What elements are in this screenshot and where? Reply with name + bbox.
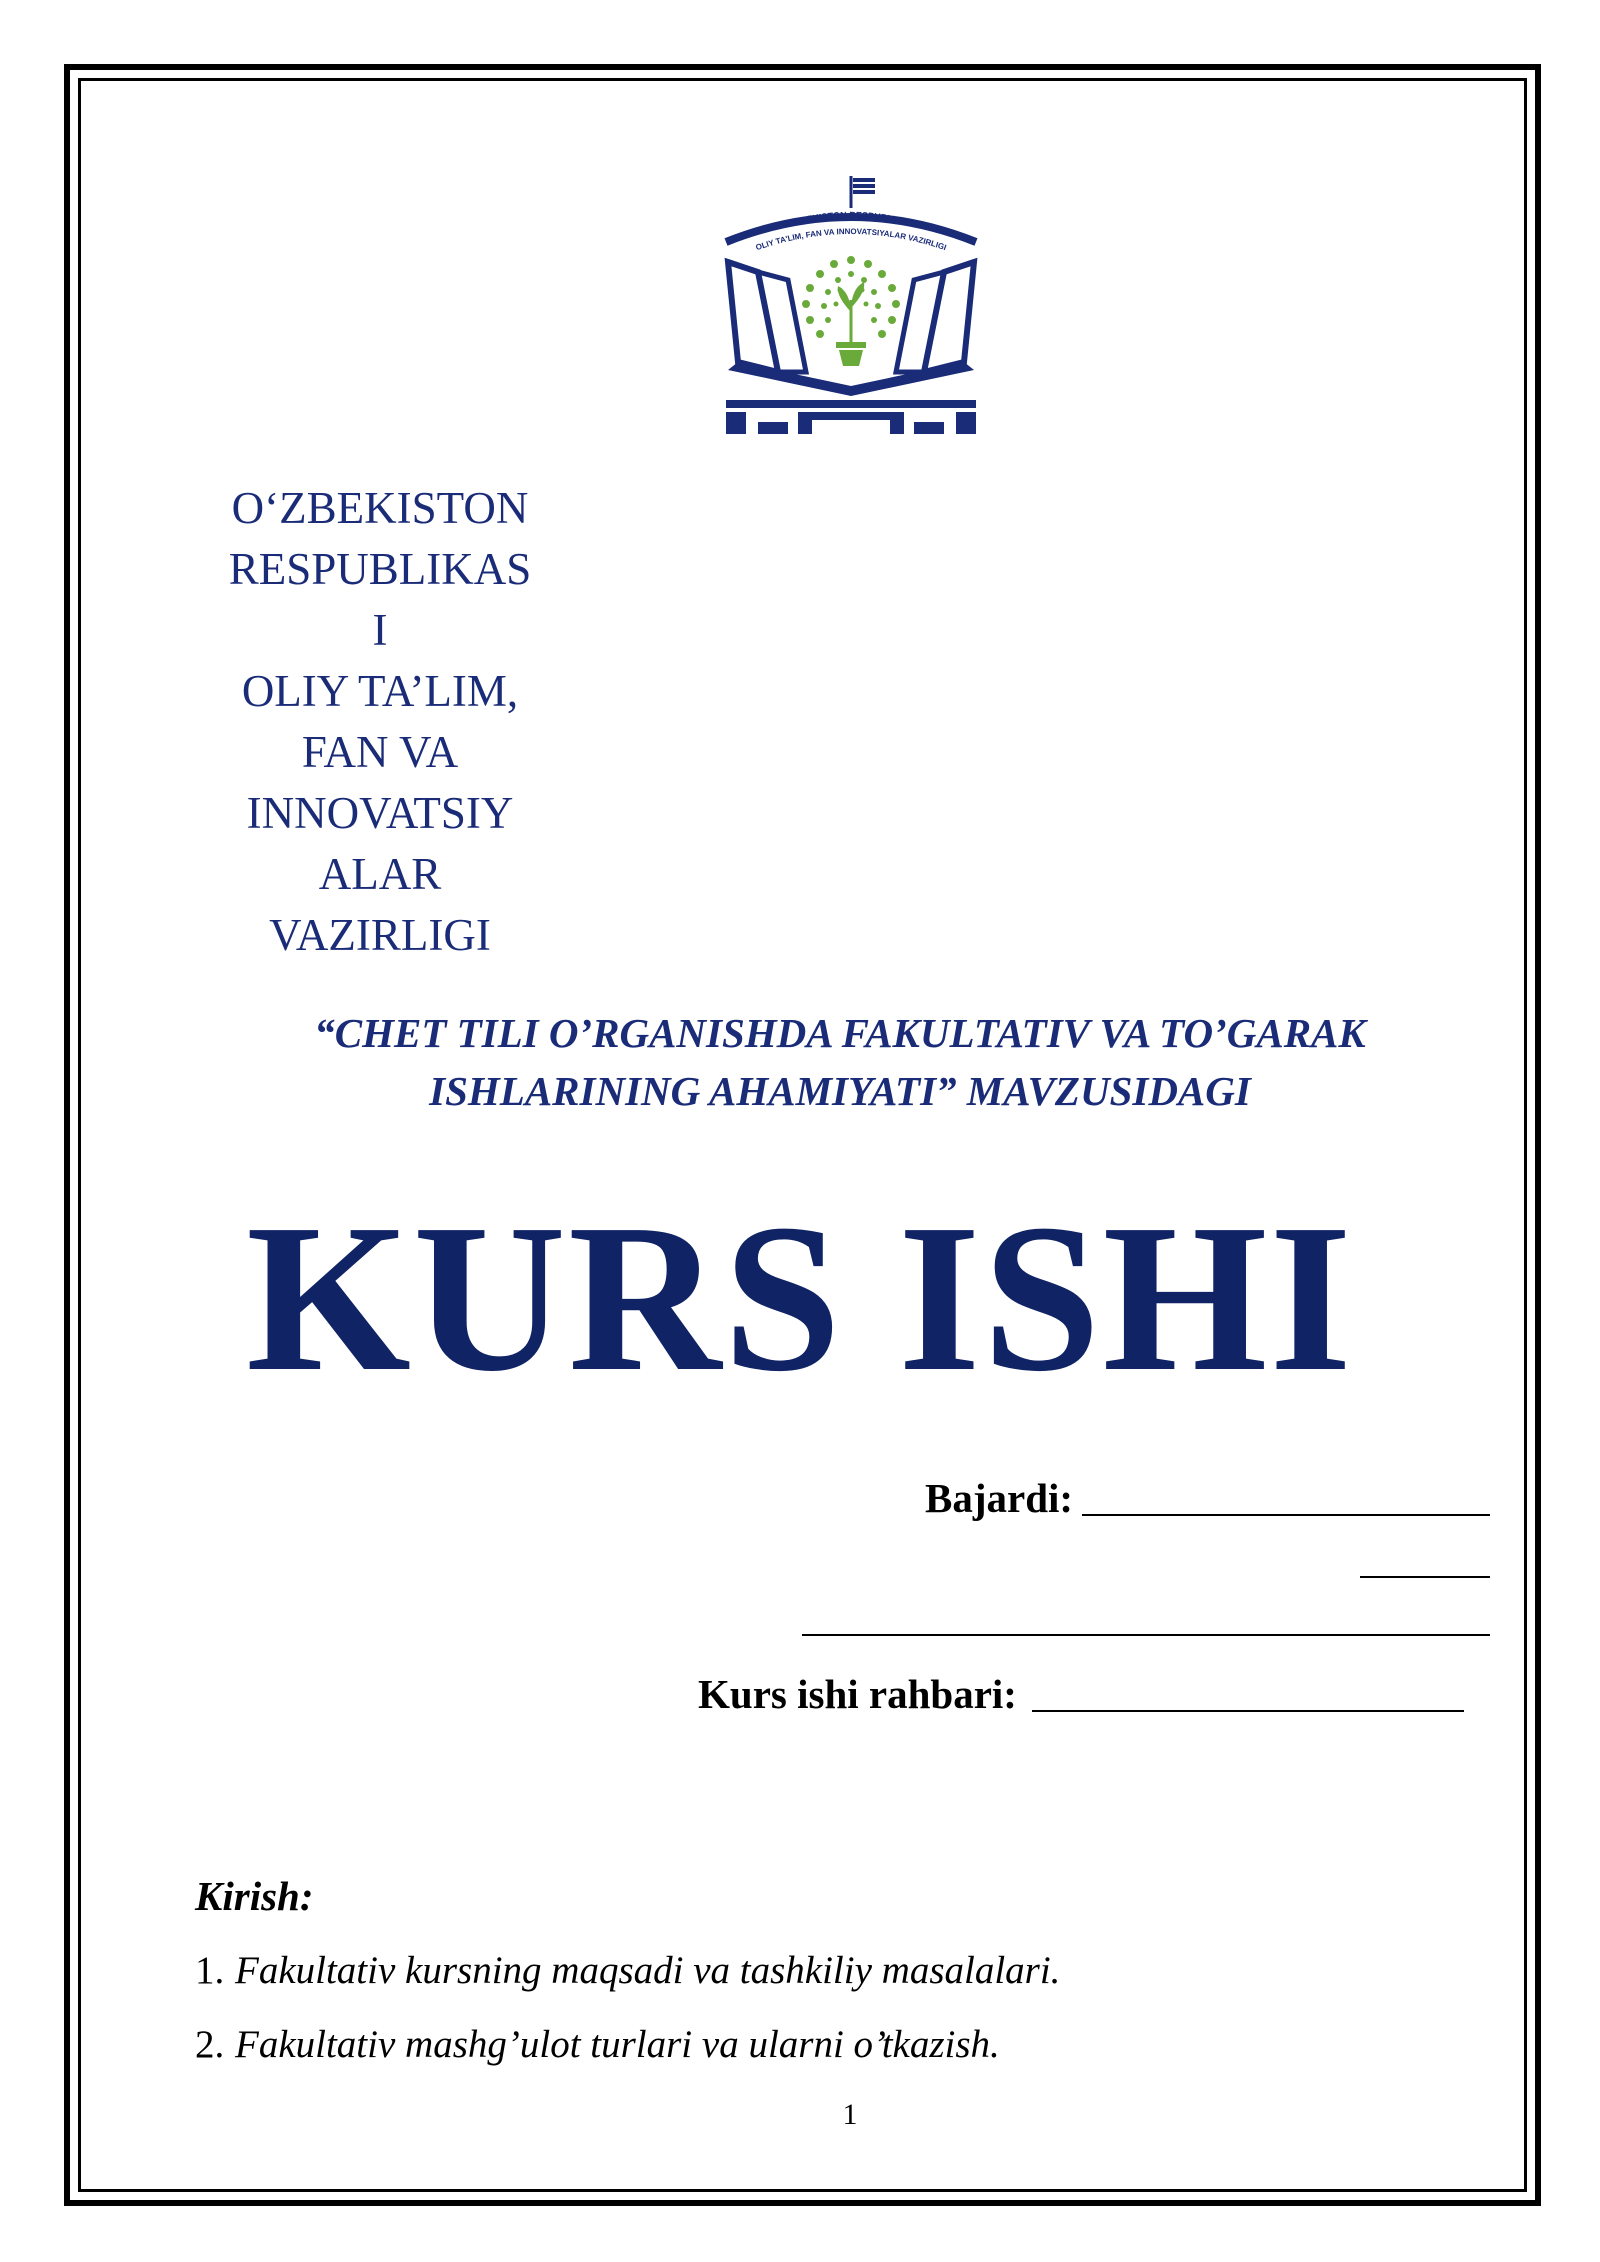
topic-heading [180, 1004, 1500, 1120]
svg-text:OLIY TA'LIM, FAN VA INNOVATSIY [755, 227, 948, 252]
logo-arc-text-2: OLIY TA'LIM, FAN VA INNOVATSIYALAR VAZIRLIGI [754, 226, 948, 253]
contents-heading: Kirish: [195, 1873, 314, 1919]
bajardi-blank-1 [1082, 1478, 1490, 1516]
ministry-line: VAZIRLIGI [269, 910, 491, 960]
ministry-logo [718, 172, 984, 438]
contents-item-text: Fakultativ kursning maqsadi va tashkiliy masalalari. [235, 1949, 1061, 1992]
contents-item-1 [195, 1948, 1060, 1993]
topic-line-2: ISHLARINING AHAMIYATI” MAVZUSIDAGI [429, 1068, 1251, 1114]
ministry-line: INNOVATSIY [246, 788, 514, 838]
bajardi-blank-2 [1360, 1540, 1490, 1578]
rahbar-blank [1032, 1674, 1464, 1712]
contents-item-2 [195, 2022, 1000, 2067]
ministry-line: I [372, 605, 388, 655]
bajardi-label: Bajardi: [925, 1475, 1074, 1521]
logo-arc-text-1: O'ZBEKISTON RESPUBLIKASI [784, 209, 918, 230]
ministry-line: O‘ZBEKISTON [231, 483, 529, 533]
contents-item-number: 1. [195, 1949, 225, 1992]
page-number: 1 [842, 2098, 858, 2131]
contents-item-text: Fakultativ mashg’ulot turlari va ularni o’tkazish. [235, 2023, 1000, 2066]
ministry-line: ALAR [318, 849, 442, 899]
ministry-line: OLIY TA’LIM, [241, 666, 519, 716]
ministry-line: FAN VA [301, 727, 459, 777]
bajardi-blank-3 [802, 1598, 1490, 1636]
document-title: KURS ISHI [246, 1180, 1354, 1415]
svg-text:O'ZBEKISTON RESPUBLIKASI [784, 210, 917, 229]
contents-item-number: 2. [195, 2023, 225, 2066]
ministry-line: RESPUBLIKAS [228, 544, 532, 594]
ministry-name [195, 478, 565, 966]
topic-line-1: “CHET TILI O’RGANISHDA FAKULTATIV VA TO’GARAK [314, 1010, 1366, 1056]
rahbar-label: Kurs ishi rahbari: [698, 1671, 1017, 1717]
